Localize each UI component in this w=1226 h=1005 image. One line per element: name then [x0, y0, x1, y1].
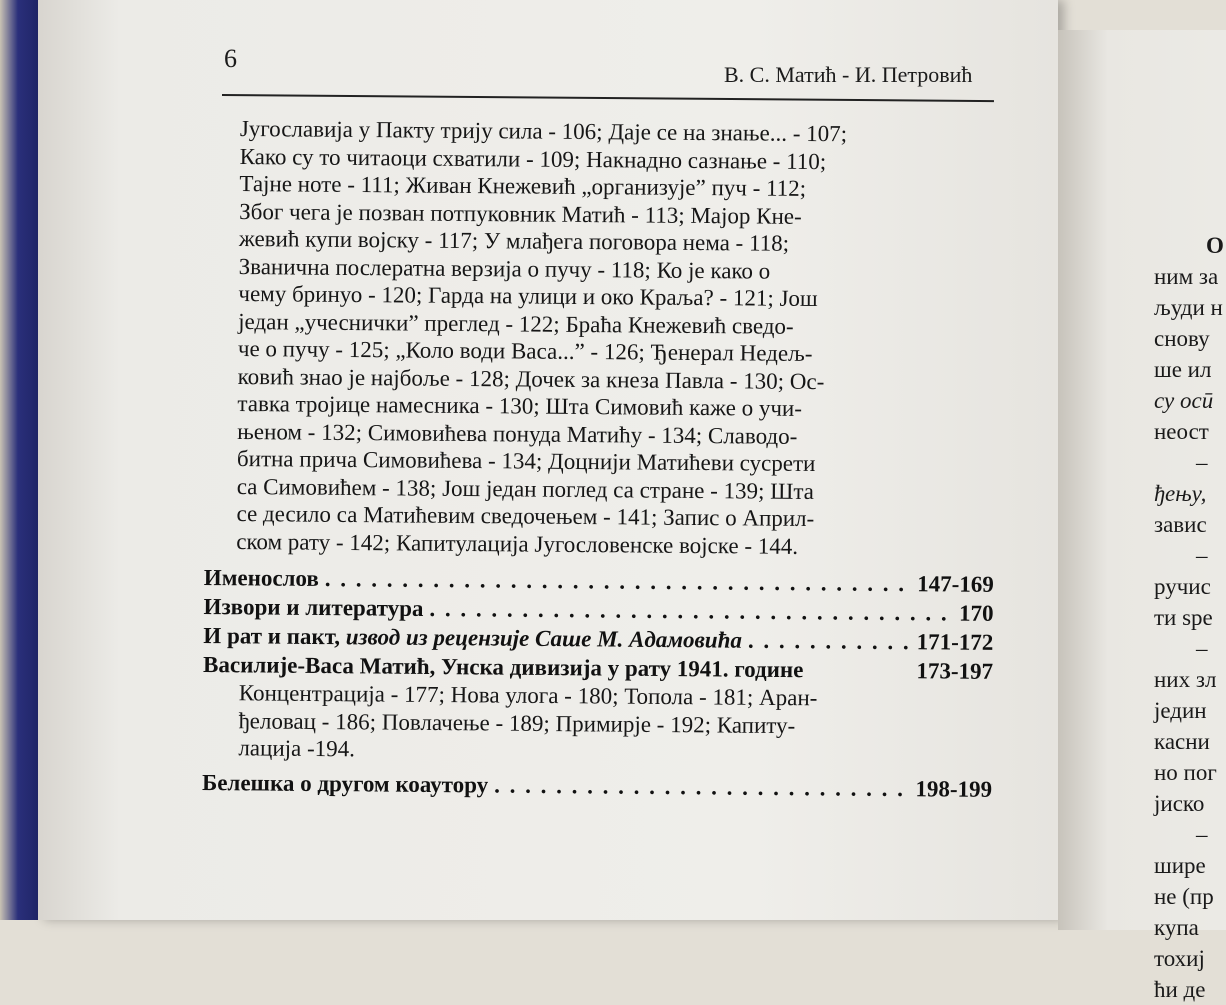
- running-head: В. С. Матић - И. Петровић: [724, 62, 973, 87]
- content-line: Због чега је позван потпуковник Матић - 113; Мајор Кне-: [239, 198, 802, 229]
- content-line: Како су то читаоци схватили - 109; Накнадно сазнање - 110;: [239, 143, 827, 174]
- dot-leader: [748, 626, 911, 656]
- toc-entry-pages: 170: [958, 600, 994, 626]
- content-line: битна прича Симовићева - 134; Доцнији Матићеви сусрети: [236, 445, 816, 477]
- content-line: један „учеснички” преглед - 122; Браћа Кнежевић сведо-: [238, 308, 794, 339]
- facing-line: купа: [1154, 915, 1199, 940]
- facing-line: ним за: [1154, 264, 1219, 289]
- book-spine: [0, 0, 40, 920]
- facing-line: них зл: [1154, 667, 1217, 692]
- content-line: тавка тројице намесника - 130; Шта Симовић каже о учи-: [237, 390, 803, 421]
- content-line: ском рату - 142; Капитулација Југословенске војске - 144.: [236, 528, 799, 559]
- facing-line: ти spe: [1154, 605, 1213, 630]
- facing-line: –: [1196, 636, 1208, 661]
- facing-line: тохиј: [1154, 946, 1205, 971]
- dot-leader: [494, 770, 909, 803]
- toc-entry-title: Извори и литература: [203, 593, 424, 621]
- facing-line: касни: [1154, 729, 1210, 754]
- content-line: чему бринуо - 120; Гарда на улици и око Краља? - 121; Још: [238, 280, 818, 312]
- facing-line: –: [1196, 543, 1208, 568]
- facing-line: ручис: [1154, 574, 1211, 599]
- toc-entry-pages: 171-172: [916, 629, 994, 655]
- subsection-line: Концентрација - 177; Нова улога - 180; Топола - 181; Аран-: [238, 680, 818, 711]
- facing-line: шире: [1154, 853, 1206, 878]
- content-line: жевић купи војску - 117; У млађега поговора нема - 118;: [238, 225, 790, 256]
- toc-entries: [202, 563, 994, 803]
- facing-line: О: [1206, 233, 1224, 258]
- toc-entry-pages: 198-199: [915, 775, 993, 802]
- subsection-line: ђеловац - 186; Повлачење - 189; Примирје - 192; Капиту-: [238, 707, 796, 738]
- facing-line: но пог: [1154, 760, 1217, 785]
- content-line: Тајне ноте - 111; Живан Кнежевић „организује” пуч - 112;: [239, 170, 807, 201]
- facing-line: једин: [1154, 698, 1207, 723]
- toc-entry-title-italic: извод из рецензије Саше М. Адамовића: [345, 624, 743, 653]
- facing-line: јиско: [1154, 791, 1205, 816]
- content-line: Званична послератна верзија о пучу - 118; Ко је како о: [238, 253, 771, 284]
- facing-line: ше ил: [1154, 357, 1212, 382]
- facing-line: су осӣ: [1154, 388, 1214, 413]
- toc-entry-pages: 147-169: [917, 571, 994, 597]
- spacer: [803, 677, 916, 678]
- facing-line: ћи де: [1154, 977, 1206, 1002]
- toc-entry-title: Белешка о другом коаутору: [201, 769, 489, 797]
- toc-entry-pages: 173-197: [916, 658, 994, 684]
- facing-line: завис: [1154, 512, 1207, 537]
- page-number: 6: [224, 44, 237, 73]
- facing-page-fragments: [1140, 230, 1224, 1005]
- facing-line: неост: [1154, 419, 1209, 444]
- toc-entry-title-plain: И рат и пакт,: [203, 622, 346, 650]
- facing-line: –: [1196, 450, 1208, 475]
- content-line: че о пучу - 125; „Коло води Васа...” - 126; Ђенерал Недељ-: [237, 335, 813, 367]
- facing-line: ђењу,: [1154, 481, 1207, 506]
- toc-entry-subsections: [202, 679, 987, 768]
- contents-block: [236, 115, 908, 561]
- content-line: Југославија у Пакту трију сила - 106; Даје се на знање... - 107;: [239, 115, 848, 147]
- content-line: се десило са Матићевим сведочењем - 141; Запис о Aприл-: [236, 500, 815, 532]
- content-line: са Симовићем - 138; Још један поглед са стране - 139; Шта: [236, 473, 815, 504]
- facing-line: снову: [1154, 326, 1210, 351]
- content-line: њеном - 132; Симовићева понуда Матићу - 134; Славодо-: [237, 418, 798, 449]
- content-line: ковић знао је најбоље - 128; Дочек за кнеза Павла - 130; Ос-: [237, 363, 825, 394]
- toc-entry-title: Именослов: [203, 564, 319, 592]
- toc-entry-title: [203, 621, 742, 655]
- facing-line: не (пр: [1154, 884, 1214, 909]
- subsection-line: лација -194.: [238, 735, 356, 762]
- facing-line: људи н: [1154, 295, 1223, 320]
- toc-entry-title: Василије-Васа Матић, Унска дивизија у рату 1941. године: [203, 651, 804, 683]
- dot-leader: [429, 594, 953, 628]
- facing-line: –: [1196, 822, 1208, 847]
